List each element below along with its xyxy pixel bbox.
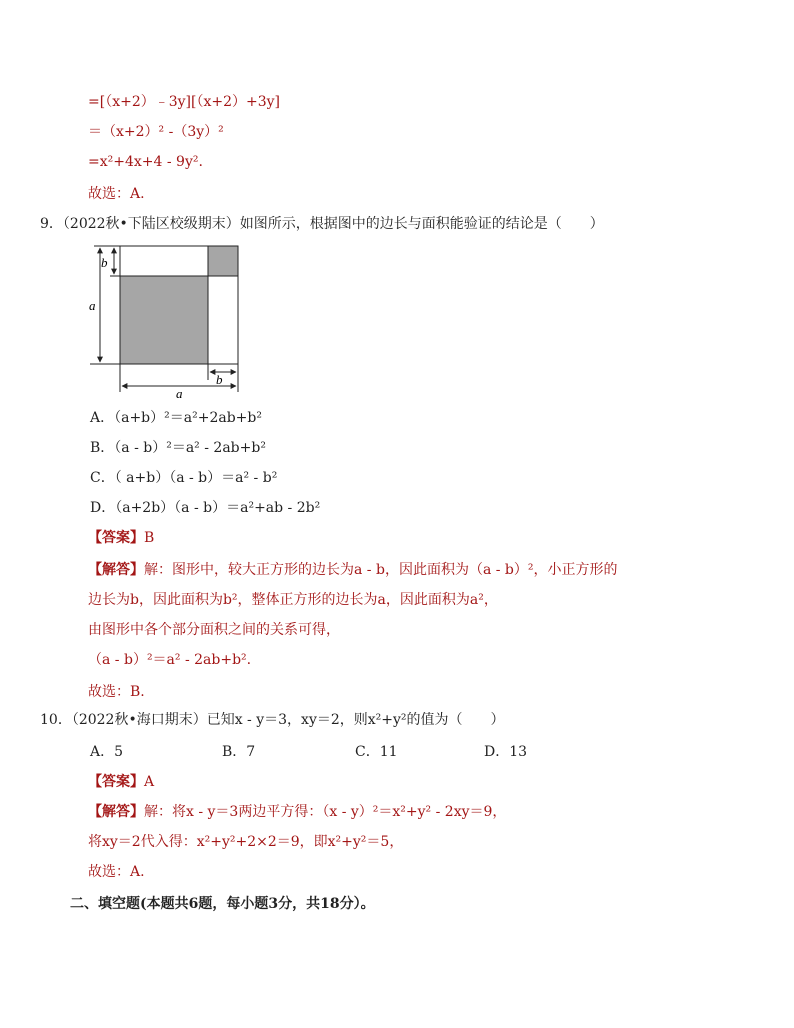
big-gray-square	[120, 276, 208, 364]
answer-value: A	[144, 774, 155, 790]
q8-choose: 故选：A.	[88, 186, 145, 202]
label-b-left: b	[101, 255, 108, 270]
q10-option-c: C．11	[355, 744, 398, 760]
q10-analysis-1	[88, 802, 506, 822]
analysis-tag: 【解答】	[88, 562, 144, 578]
q9-answer	[88, 528, 154, 548]
q9-choose: 故选：B.	[88, 684, 145, 700]
analysis-tag: 【解答】	[88, 804, 144, 820]
square-diagram	[88, 240, 248, 400]
q9-option-d: D．（a+2b）（a - b）＝a²+ab - 2b²	[90, 500, 321, 516]
q9-stem: 9．（2022秋•下陆区校级期末）如图所示，根据图中的边长与面积能验证的结论是（ ）	[40, 216, 604, 232]
analysis-text: 解：图形中，较大正方形的边长为a - b，因此面积为（a - b）²，小正方形的	[144, 562, 618, 578]
q8-step-1: =[（x+2）﹣3y][（x+2）+3y]	[88, 94, 281, 110]
q10-answer	[88, 772, 154, 792]
q10-option-d: D．13	[484, 744, 528, 760]
q10-choose: 故选：A.	[88, 864, 145, 880]
q10-analysis-2: 将xy＝2代入得：x²+y²+2×2＝9，即x²+y²＝5，	[88, 834, 404, 850]
q9-analysis-4: （a - b）²＝a² - 2ab+b².	[88, 652, 252, 668]
answer-tag: 【答案】	[88, 530, 144, 546]
q9-option-b: B．（a - b）²＝a² - 2ab+b²	[90, 440, 266, 456]
answer-value: B	[144, 530, 155, 546]
q10-option-a: A．5	[90, 744, 124, 760]
section-2-heading: 二、填空题(本题共6题，每小题3分，共18分）。	[70, 896, 375, 912]
label-a-left: a	[89, 298, 96, 313]
q9-option-c: C．（ a+b）（a - b）＝a² - b²	[90, 470, 278, 486]
q8-step-3: =x²+4x+4 - 9y².	[88, 154, 203, 170]
q9-option-a: A．（a+b）²＝a²+2ab+b²	[90, 410, 262, 426]
answer-tag: 【答案】	[88, 774, 144, 790]
q10-stem: 10．（2022秋•海口期末）已知x - y＝3，xy＝2，则x²+y²的值为（ ）	[40, 712, 505, 728]
label-a-bottom: a	[176, 386, 183, 400]
small-gray-square	[208, 246, 238, 276]
q10-option-b: B．7	[222, 744, 256, 760]
q8-step-2: ＝（x+2）² -（3y）²	[88, 124, 224, 140]
analysis-text: 解：将x - y＝3两边平方得：（x - y）²＝x²+y² - 2xy＝9，	[144, 804, 507, 820]
q9-analysis-1	[88, 560, 618, 580]
q9-analysis-2: 边长为b，因此面积为b²，整体正方形的边长为a，因此面积为a²，	[88, 592, 498, 608]
label-b-bottom: b	[216, 372, 223, 387]
q9-analysis-3: 由图形中各个部分面积之间的关系可得，	[88, 622, 340, 638]
